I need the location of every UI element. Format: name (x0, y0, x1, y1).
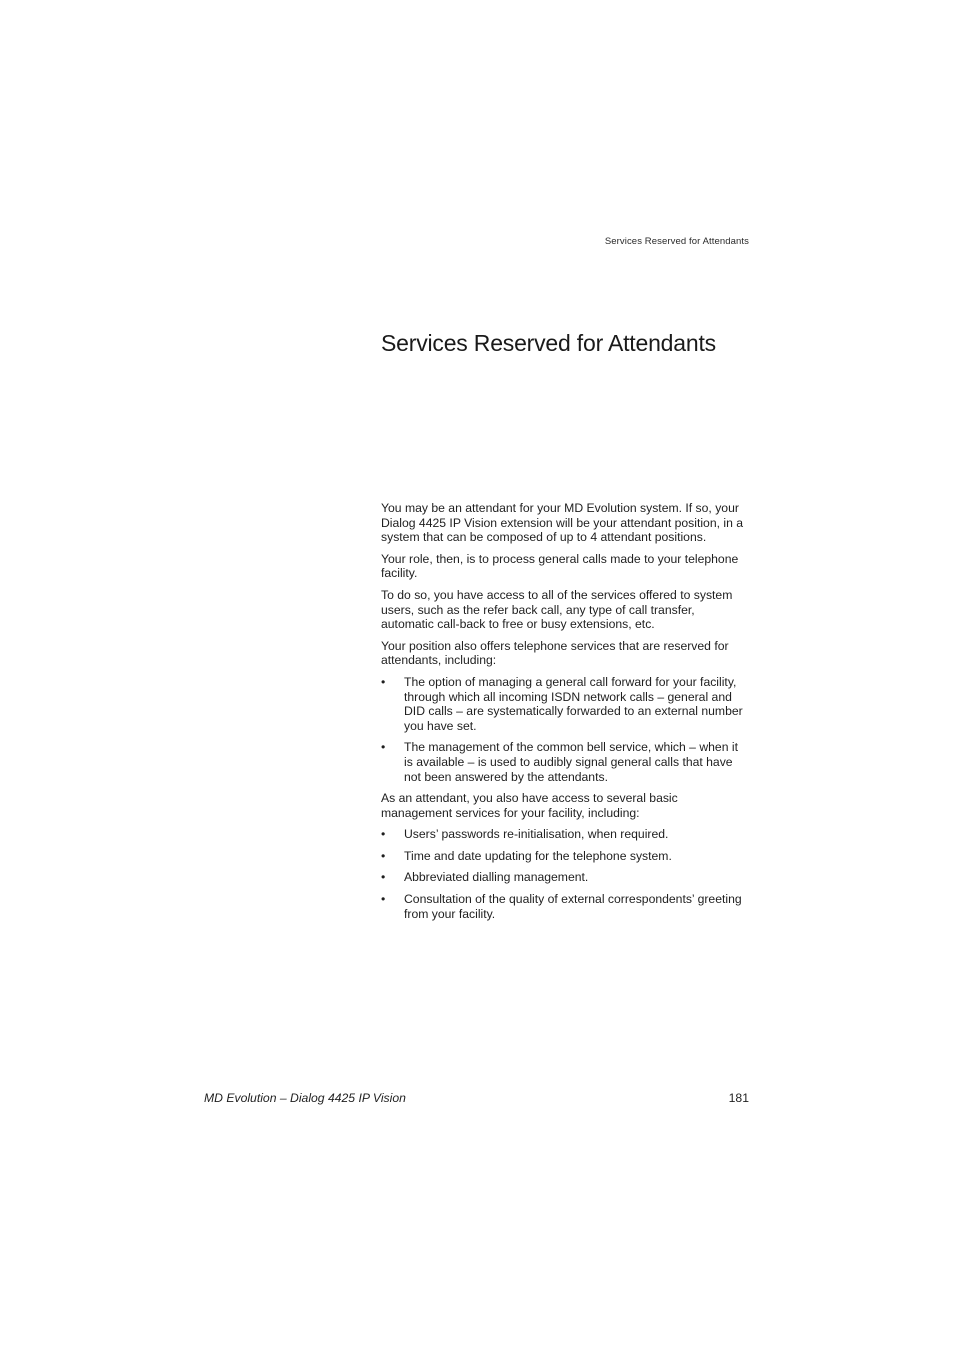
list-item-text: The option of managing a general call forward for your facility, through which all incoming ISDN network calls – general and DID calls – are systematically forwarded to an external number you have set. (404, 674, 743, 733)
bullet-icon: • (381, 848, 386, 863)
list-item (381, 849, 749, 864)
bullet-icon: • (381, 674, 386, 689)
bullet-icon: • (381, 740, 386, 755)
paragraph-role: Your role, then, is to process general calls made to your telephone facility. (381, 551, 739, 581)
list-item-text: Users’ passwords re-initialisation, when required. (404, 827, 669, 842)
paragraph-reserved-services: Your position also offers telephone services that are reserved for attendants, including: (381, 638, 729, 668)
list-item (381, 870, 749, 885)
paragraph-access: To do so, you have access to all of the services offered to system users, such as the refer back call, any type of call transfer, automatic call-back to free or busy extensions, etc. (381, 587, 733, 632)
list-item (381, 740, 749, 784)
list-item (381, 675, 749, 733)
bullet-icon: • (381, 870, 386, 885)
running-header: Services Reserved for Attendants (604, 236, 749, 247)
bullet-icon: • (381, 892, 386, 907)
list-item (381, 827, 749, 842)
list-item-text: Consultation of the quality of external correspondents’ greeting from your facility. (404, 892, 742, 921)
management-services-list (381, 827, 749, 921)
list-item (381, 892, 749, 921)
list-item-text: Time and date updating for the telephone system. (404, 848, 672, 863)
paragraph-attendant-intro: You may be an attendant for your MD Evolution system. If so, your Dialog 4425 IP Vision extension will be your attendant position, in a system that can be composed of up to 4 attendant positions. (381, 501, 744, 545)
list-item-text: The management of the common bell service, which – when it is available – is used to audibly signal general calls that have not been answered by the attendants. (404, 740, 738, 784)
list-item-text: Abbreviated dialling management. (404, 870, 589, 885)
paragraph-management-intro: As an attendant, you also have access to several basic management services for your facility, including: (381, 791, 678, 820)
body-text (381, 501, 749, 928)
footer-document-title: MD Evolution – Dialog 4425 IP Vision (204, 1091, 406, 1105)
page-title: Services Reserved for Attendants (381, 330, 716, 356)
attendant-services-list (381, 675, 749, 784)
bullet-icon: • (381, 827, 386, 842)
footer-page-number: 181 (728, 1091, 749, 1105)
